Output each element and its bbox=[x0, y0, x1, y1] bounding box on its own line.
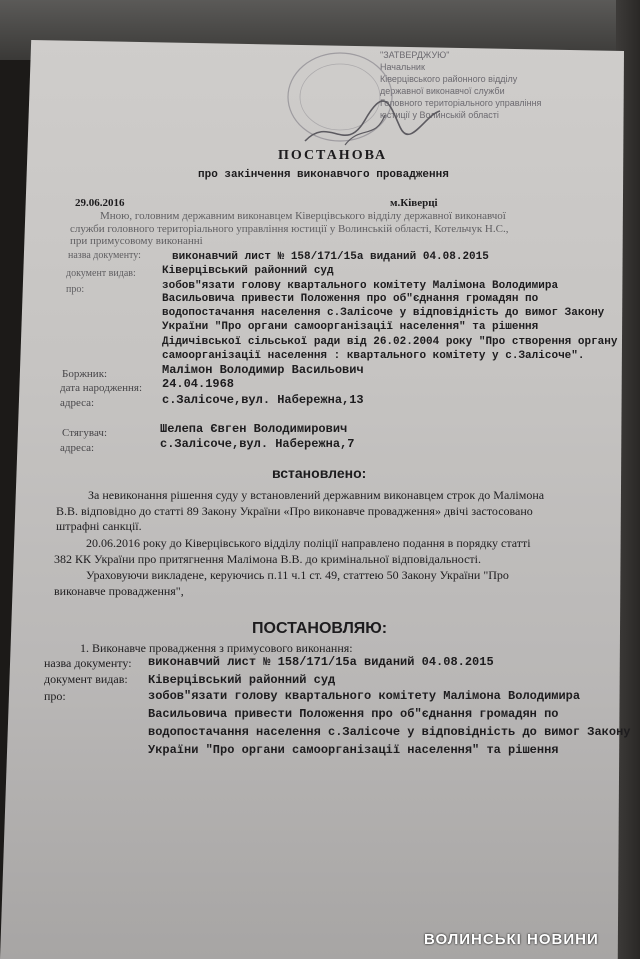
doc-about-line: самоорганізації населення : квартального комітету у с.Залісоче". bbox=[162, 350, 585, 362]
established-text: За невиконання рішення суду у встановлений державним виконавцем строк до Малімона bbox=[88, 488, 545, 502]
stamp-line: юстиції у Волинській області bbox=[380, 110, 499, 120]
stamp-line: "ЗАТВЕРДЖУЮ" bbox=[380, 50, 450, 60]
claimant-name: Шелепа Євген Володимирович bbox=[160, 422, 348, 436]
resolve-heading: ПОСТАНОВЛЯЮ: bbox=[252, 620, 388, 637]
stamp-line: Ківерцівського районного відділу bbox=[380, 74, 518, 84]
document-subtitle: про закінчення виконавчого провадження bbox=[198, 169, 449, 181]
debtor-address-label: адреса: bbox=[60, 397, 95, 409]
doc-about-label: про: bbox=[44, 689, 66, 703]
stamp-line: Головного територіального управління bbox=[380, 98, 542, 108]
doc-about-line: Дідичівської сільської ради від 26.02.2004 року "Про створення органу bbox=[162, 336, 618, 348]
doc-name-value: виконавчий лист № 158/171/15а виданий 04.08.2015 bbox=[172, 251, 489, 263]
debtor-name: Малімон Володимир Васильович bbox=[162, 363, 364, 377]
doc-about-line: зобов"язати голову квартального комітету Малімона Володимира bbox=[148, 689, 581, 703]
debtor-label: Боржник: bbox=[62, 368, 108, 380]
doc-name-value: виконавчий лист № 158/171/15а виданий 04.08.2015 bbox=[148, 655, 494, 669]
document-city: м.Ківерці bbox=[390, 197, 438, 209]
claimant-address-label: адреса: bbox=[60, 442, 95, 454]
doc-about-label: про: bbox=[66, 284, 85, 295]
claimant-address-value: с.Залісоче,вул. Набережна,7 bbox=[160, 437, 355, 451]
stamp-line: державної виконавчої служби bbox=[380, 86, 505, 96]
doc-about-line: зобов"язати голову квартального комітету Малімона Володимира bbox=[162, 280, 559, 292]
claimant-label: Стягувач: bbox=[62, 427, 108, 439]
resolve-item: 1. Виконавче провадження з примусового виконання: bbox=[80, 641, 353, 655]
doc-about-line: водопостачання населення с.Залісоче у відповідність до вимог Закону bbox=[162, 307, 605, 319]
doc-issuer-value: Ківерцівський районний суд bbox=[162, 265, 334, 277]
doc-issuer-label: документ видав: bbox=[66, 268, 136, 279]
doc-issuer-value: Ківерцівський районний суд bbox=[148, 673, 336, 687]
doc-about-line: водопостачання населення с.Залісоче у відповідність до вимог Закону bbox=[148, 725, 631, 739]
established-text: Ураховуючи викладене, керуючись п.11 ч.1 ст. 49, статтею 50 Закону України "Про bbox=[86, 568, 509, 582]
signature-scribble bbox=[285, 45, 445, 155]
established-heading: встановлено: bbox=[272, 465, 367, 481]
document-date: 29.06.2016 bbox=[75, 197, 125, 209]
doc-about-line: Васильовича привести Положення про об"єднання громадян по bbox=[162, 293, 539, 305]
doc-about-line: України "Про органи самоорганізації населення" та рішення bbox=[162, 321, 539, 333]
document-title: ПОСТАНОВА bbox=[278, 148, 388, 163]
debtor-dob-label: дата народження: bbox=[60, 382, 143, 394]
intro-line: Мною, головним державним виконавцем Ківерцівського відділу державної виконавчої bbox=[100, 210, 506, 222]
doc-name-label: назва документу: bbox=[44, 656, 132, 670]
publisher-watermark: ВОЛИНСЬКІ НОВИНИ bbox=[424, 931, 599, 948]
doc-issuer-label: документ видав: bbox=[44, 672, 128, 686]
established-text: 382 КК України про притягнення Малімона В.В. до кримінальної відповідальності. bbox=[54, 552, 481, 566]
stamp-line: Начальник bbox=[380, 62, 425, 72]
established-text: 20.06.2016 року до Ківерцівського відділу поліції направлено подання в порядку статті bbox=[86, 536, 531, 550]
intro-line: при примусовому виконанні bbox=[70, 235, 203, 247]
established-text: В.В. відповідно до статті 89 Закону України «Про виконавче провадження» двічі застосовано bbox=[56, 504, 533, 518]
doc-about-line: Васильовича привести Положення про об"єднання громадян по bbox=[148, 707, 559, 721]
debtor-dob-value: 24.04.1968 bbox=[162, 377, 235, 391]
established-text: штрафні санкції. bbox=[56, 519, 142, 533]
established-text: виконавче провадження", bbox=[54, 584, 184, 598]
doc-name-label: назва документу: bbox=[68, 250, 141, 261]
intro-line: служби головного територіального управління юстиції у Волинській області, Котельчук Н.С., bbox=[70, 223, 509, 235]
debtor-address-value: с.Залісоче,вул. Набережна,13 bbox=[162, 393, 364, 407]
doc-about-line: України "Про органи самоорганізації населення" та рішення bbox=[148, 743, 559, 757]
